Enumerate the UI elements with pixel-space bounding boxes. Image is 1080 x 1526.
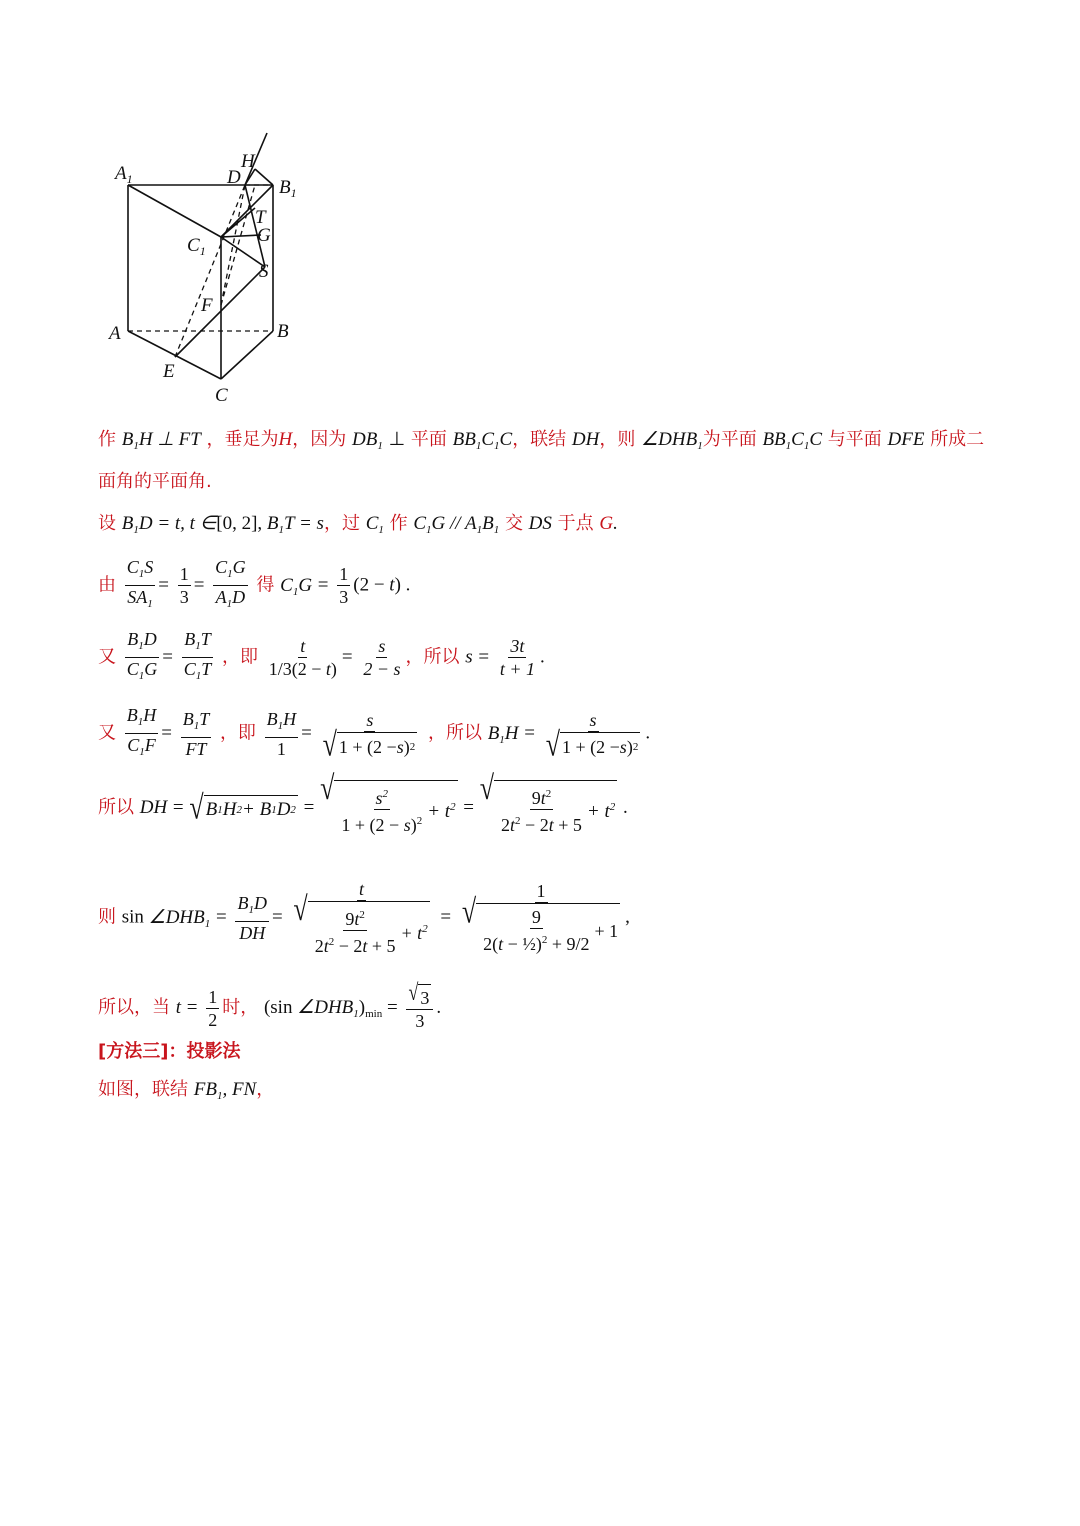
- text-fragment: ，即: [221, 646, 258, 668]
- text-fragment: 由: [98, 574, 116, 596]
- text-fragment: ，则: [599, 429, 636, 450]
- paragraph-line-7: 所以 DH = √ B 1 H 2 + B 1 D 2 = √ $\frac{s^2}{1 + (2 - s)^2}$ + $t^2$ = √ $\frac{9t^2}{2t^2 - 2t + 5}$ + $t^2$ .: [98, 769, 628, 835]
- geometry-figure: [95, 125, 355, 415]
- text-fragment: ，所以: [405, 646, 460, 668]
- text-fragment: 作: [98, 429, 116, 450]
- text-fragment: 交: [504, 513, 523, 534]
- text-fragment: ，过: [323, 513, 360, 534]
- text-fragment: 又: [98, 646, 116, 668]
- paragraph-line-1: 作 $B_1H$ ⊥ FT ，垂足为H，因为 $DB_1$ ⊥ 平面 $BB_1C_1C$，联结 DH，则 $\angle DHB_1$为平面 $BB_1C_1C$ 与平面 DFE 所成二: [98, 429, 985, 452]
- label-D: D: [227, 167, 241, 188]
- prism-diagram: [95, 125, 355, 415]
- label-E: E: [163, 361, 175, 382]
- text-fragment: 与平面: [827, 429, 882, 450]
- text-fragment: ，因为: [292, 429, 347, 450]
- label-B1: $B_1$: [279, 177, 297, 200]
- text-fragment: ，垂足为: [206, 429, 279, 450]
- label-S: S: [259, 261, 269, 282]
- paragraph-last: 如图，联结 $FB_1$, FN，: [98, 1079, 275, 1102]
- text-fragment: ，: [256, 1079, 275, 1100]
- label-G: G: [257, 225, 271, 246]
- text-fragment: 所以: [98, 797, 134, 818]
- paragraph-line-6: 又 $\frac{B_1H}{C_1F}$ = $\frac{B_1T}{FT}$ ，即 $\frac{B_1H}{1}$ = s √ 1 + (2 − s ) 2 ，所以 $B_1H$ = s √ 1 + (2 − s ) 2 .: [98, 705, 651, 764]
- text-fragment: 所以，当: [98, 997, 170, 1019]
- text-fragment: 平面: [410, 429, 447, 450]
- paragraph-line-4: 由 $\frac{C_1S}{SA_1}$ = $\frac{1}{3}$ = $\frac{C_1G}{A_1D}$ 得 $C_1G$ = $\frac{1}{3}$ (2 − t) .: [98, 557, 411, 610]
- text-fragment: 于点: [557, 513, 594, 534]
- label-H: H: [241, 151, 255, 172]
- text-fragment: ，联结: [512, 429, 567, 450]
- text-fragment: ，所以: [427, 722, 482, 744]
- label-A: A: [109, 323, 121, 344]
- paragraph-line-5: 又 $\frac{B_1D}{C_1G}$ = $\frac{B_1T}{C_1T}$ ，即 $\frac{t}{1/3(2 - t)}$ = $\frac{s}{2 - s}$ ，所以 s = $\frac{3t}{t + 1}$ .: [98, 629, 545, 682]
- text-fragment: H: [278, 429, 293, 450]
- label-B: B: [277, 321, 289, 342]
- method-heading: [方法三]：投影法: [98, 1041, 241, 1062]
- label-C1: $C_1$: [187, 235, 206, 258]
- paragraph-line-2: 面角的平面角.: [98, 471, 212, 492]
- text-fragment: 得: [256, 574, 275, 596]
- text-fragment: 如图，联结: [98, 1079, 188, 1100]
- text-fragment: G: [599, 513, 614, 534]
- label-A1: $A_1$: [115, 163, 133, 186]
- text-fragment: 作: [389, 513, 408, 534]
- paragraph-line-8: 则 $\sin \angle DHB_1$ = $\frac{B_1D}{DH}$ = t √ $\frac{9t^2}{2t^2 - 2t + 5}$ + $t^2$ = 1 √ $\frac{9}{2(t - \frac{1}{2})^2 + 9/2}$ + 1 ,: [98, 879, 630, 956]
- text-fragment: ，即: [219, 722, 256, 744]
- label-C: C: [215, 385, 228, 406]
- paragraph-line-3: 设 $B_1D = t$, t ∈[0, 2], $B_1T = s$，过 $C_1$ 作 $C_1G // A_1B_1$ 交 DS 于点 G.: [98, 513, 618, 536]
- label-T: T: [255, 207, 266, 228]
- paragraph-line-9: 所以，当 t = $\frac{1}{2}$ 时， (sin $\angle DHB_1)_{min}$ = √ 3 3 .: [98, 979, 442, 1032]
- text-fragment: 时，: [222, 997, 259, 1019]
- text-fragment: 所成二: [930, 429, 985, 450]
- text-fragment: 则: [98, 906, 116, 928]
- label-F: F: [201, 295, 213, 316]
- text-fragment: 为平面: [702, 429, 757, 450]
- text-fragment: 又: [98, 722, 116, 744]
- text-fragment: 设: [98, 513, 116, 534]
